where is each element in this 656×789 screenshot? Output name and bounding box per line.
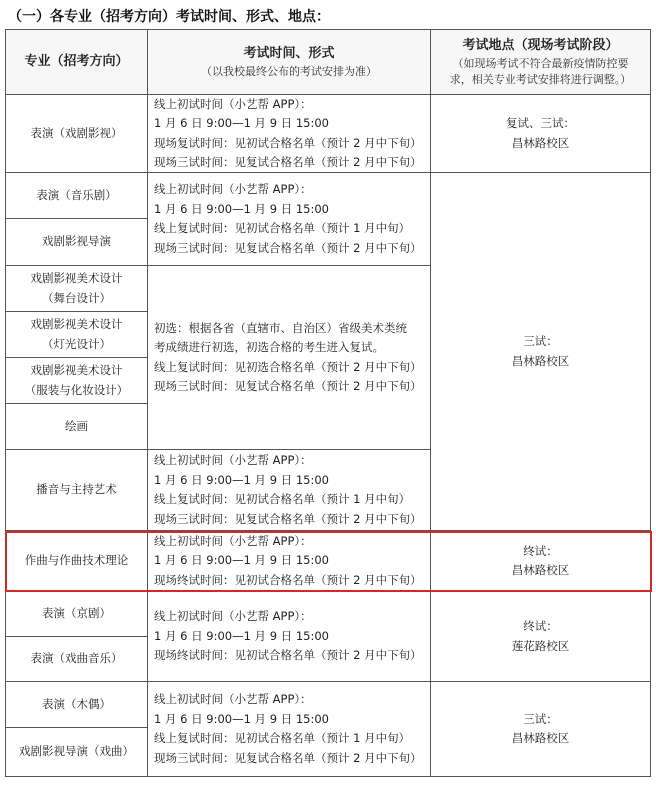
header-location-sub2: 求，相关专业考试安排将进行调整。） bbox=[449, 73, 632, 86]
location-stage: 终试： bbox=[523, 543, 558, 558]
time-line: 现场终试时间：见初试合格名单（预计 2 月中下旬） bbox=[154, 572, 422, 587]
major-label: 表演（戏曲音乐） bbox=[30, 651, 123, 666]
location-campus: 昌林路校区 bbox=[511, 563, 570, 577]
time-line: 现场三试时间：见复试合格名单（预计 2 月中下旬） bbox=[154, 511, 422, 526]
time-line: 考成绩进行初选，初选合格的考生进入复试。 bbox=[154, 340, 384, 354]
time-line: 线上初试时间（小艺帮 APP）： bbox=[154, 453, 312, 467]
time-cell bbox=[147, 591, 431, 682]
location-campus: 昌林路校区 bbox=[511, 135, 570, 150]
time-line: 现场三试时间：见复试合格名单（预计 2 月中下旬） bbox=[154, 750, 422, 765]
time-cell bbox=[147, 530, 431, 592]
major-label: 戏剧影视导演 bbox=[42, 234, 111, 249]
major-label-sub: （灯光设计） bbox=[42, 336, 111, 351]
location-cell bbox=[430, 591, 651, 682]
major-label: 作曲与作曲技术理论 bbox=[24, 553, 129, 568]
major-cell bbox=[5, 681, 148, 728]
time-cell bbox=[147, 172, 431, 266]
time-line: 1 月 6 日 9:00—1 月 9 日 15:00 bbox=[154, 472, 329, 487]
section-heading: （一）各专业（招考方向）考试时间、形式、地点： bbox=[8, 9, 330, 25]
time-line: 1 月 6 日 9:00—1 月 9 日 15:00 bbox=[154, 553, 329, 568]
major-cell bbox=[5, 530, 148, 592]
major-label: 播音与主持艺术 bbox=[36, 482, 117, 497]
time-cell bbox=[147, 449, 431, 531]
exam-schedule-table bbox=[5, 29, 650, 789]
location-campus: 昌林路校区 bbox=[511, 731, 570, 745]
header-major bbox=[5, 29, 148, 95]
time-line: 1 月 6 日 9:00—1 月 9 日 15:00 bbox=[154, 711, 329, 726]
time-line: 初选：根据各省（直辖市、自治区）省级美术类统 bbox=[154, 320, 407, 335]
time-line: 线上初试时间（小艺帮 APP）： bbox=[154, 96, 312, 111]
major-label: 表演（京剧） bbox=[42, 606, 111, 621]
major-label: 表演（音乐剧） bbox=[36, 187, 117, 202]
time-cell bbox=[147, 681, 431, 777]
major-label: 绘画 bbox=[65, 418, 88, 433]
location-cell bbox=[430, 681, 651, 777]
location-campus: 莲花路校区 bbox=[511, 638, 570, 653]
header-location bbox=[430, 29, 651, 95]
header-location-sub1: （如现场考试不符合最新疫情防控要 bbox=[452, 57, 629, 70]
time-line: 现场三试时间：见复试合格名单（预计 2 月中下旬） bbox=[154, 155, 422, 169]
location-stage: 三试： bbox=[523, 711, 558, 726]
major-cell bbox=[5, 94, 148, 173]
major-label-sub: （舞台设计） bbox=[42, 290, 111, 305]
major-cell bbox=[5, 357, 148, 404]
header-time-title: 考试时间、形式 bbox=[243, 46, 335, 61]
major-cell bbox=[5, 218, 148, 266]
location-stage: 三试： bbox=[523, 334, 558, 348]
time-line: 线上初试时间（小艺帮 APP）： bbox=[154, 533, 312, 548]
major-label: 戏剧影视美术设计 bbox=[30, 271, 123, 285]
location-stage: 终试： bbox=[523, 619, 558, 633]
major-cell bbox=[5, 591, 148, 637]
major-label: 表演（戏剧影视） bbox=[30, 125, 123, 140]
major-cell bbox=[5, 636, 148, 682]
major-label: 戏剧影视美术设计 bbox=[30, 363, 123, 377]
location-cell bbox=[430, 172, 651, 531]
major-cell bbox=[5, 727, 148, 777]
major-cell bbox=[5, 449, 148, 531]
location-campus: 昌林路校区 bbox=[511, 353, 570, 368]
time-line: 现场复试时间：见初试合格名单（预计 2 月中下旬） bbox=[154, 135, 422, 150]
time-line: 线上初试时间（小艺帮 APP）： bbox=[154, 692, 312, 706]
time-line: 线上复试时间：见初试合格名单（预计 1 月中旬） bbox=[154, 731, 411, 745]
time-cell bbox=[147, 265, 431, 450]
time-line: 线上复试时间：见初试合格名单（预计 1 月中旬） bbox=[154, 221, 411, 235]
time-line: 1 月 6 日 9:00—1 月 9 日 15:00 bbox=[154, 628, 329, 643]
location-stage: 复试、三试： bbox=[506, 116, 575, 130]
time-line: 现场三试时间：见复试合格名单（预计 2 月中下旬） bbox=[154, 240, 422, 255]
time-line: 1 月 6 日 9:00—1 月 9 日 15:00 bbox=[154, 116, 329, 130]
time-line: 线上复试时间：见初选合格名单（预计 2 月中下旬） bbox=[154, 359, 422, 374]
header-major-label: 专业（招考方向） bbox=[24, 54, 129, 69]
major-label: 戏剧影视美术设计 bbox=[30, 317, 123, 331]
time-line: 线上复试时间：见初试合格名单（预计 1 月中旬） bbox=[154, 492, 411, 506]
header-time bbox=[147, 29, 431, 95]
major-cell bbox=[5, 311, 148, 358]
major-cell bbox=[5, 265, 148, 312]
time-cell bbox=[147, 94, 431, 173]
header-time-sub: （以我校最终公布的考试安排为准） bbox=[201, 65, 377, 78]
time-line: 现场三试时间：见复试合格名单（预计 2 月中下旬） bbox=[154, 379, 422, 393]
major-label: 表演（木偶） bbox=[42, 696, 111, 711]
time-line: 1 月 6 日 9:00—1 月 9 日 15:00 bbox=[154, 201, 329, 216]
time-line: 现场终试时间：见初试合格名单（预计 2 月中下旬） bbox=[154, 648, 422, 663]
major-cell bbox=[5, 172, 148, 219]
major-cell bbox=[5, 403, 148, 450]
time-line: 线上初试时间（小艺帮 APP）： bbox=[154, 182, 312, 196]
major-label: 戏剧影视导演（戏曲） bbox=[19, 744, 134, 759]
location-cell bbox=[430, 530, 651, 592]
location-cell bbox=[430, 94, 651, 173]
time-line: 线上初试时间（小艺帮 APP）： bbox=[154, 609, 312, 624]
major-label-sub: （服装与化妆设计） bbox=[24, 382, 129, 397]
header-location-title: 考试地点（现场考试阶段） bbox=[462, 38, 619, 53]
